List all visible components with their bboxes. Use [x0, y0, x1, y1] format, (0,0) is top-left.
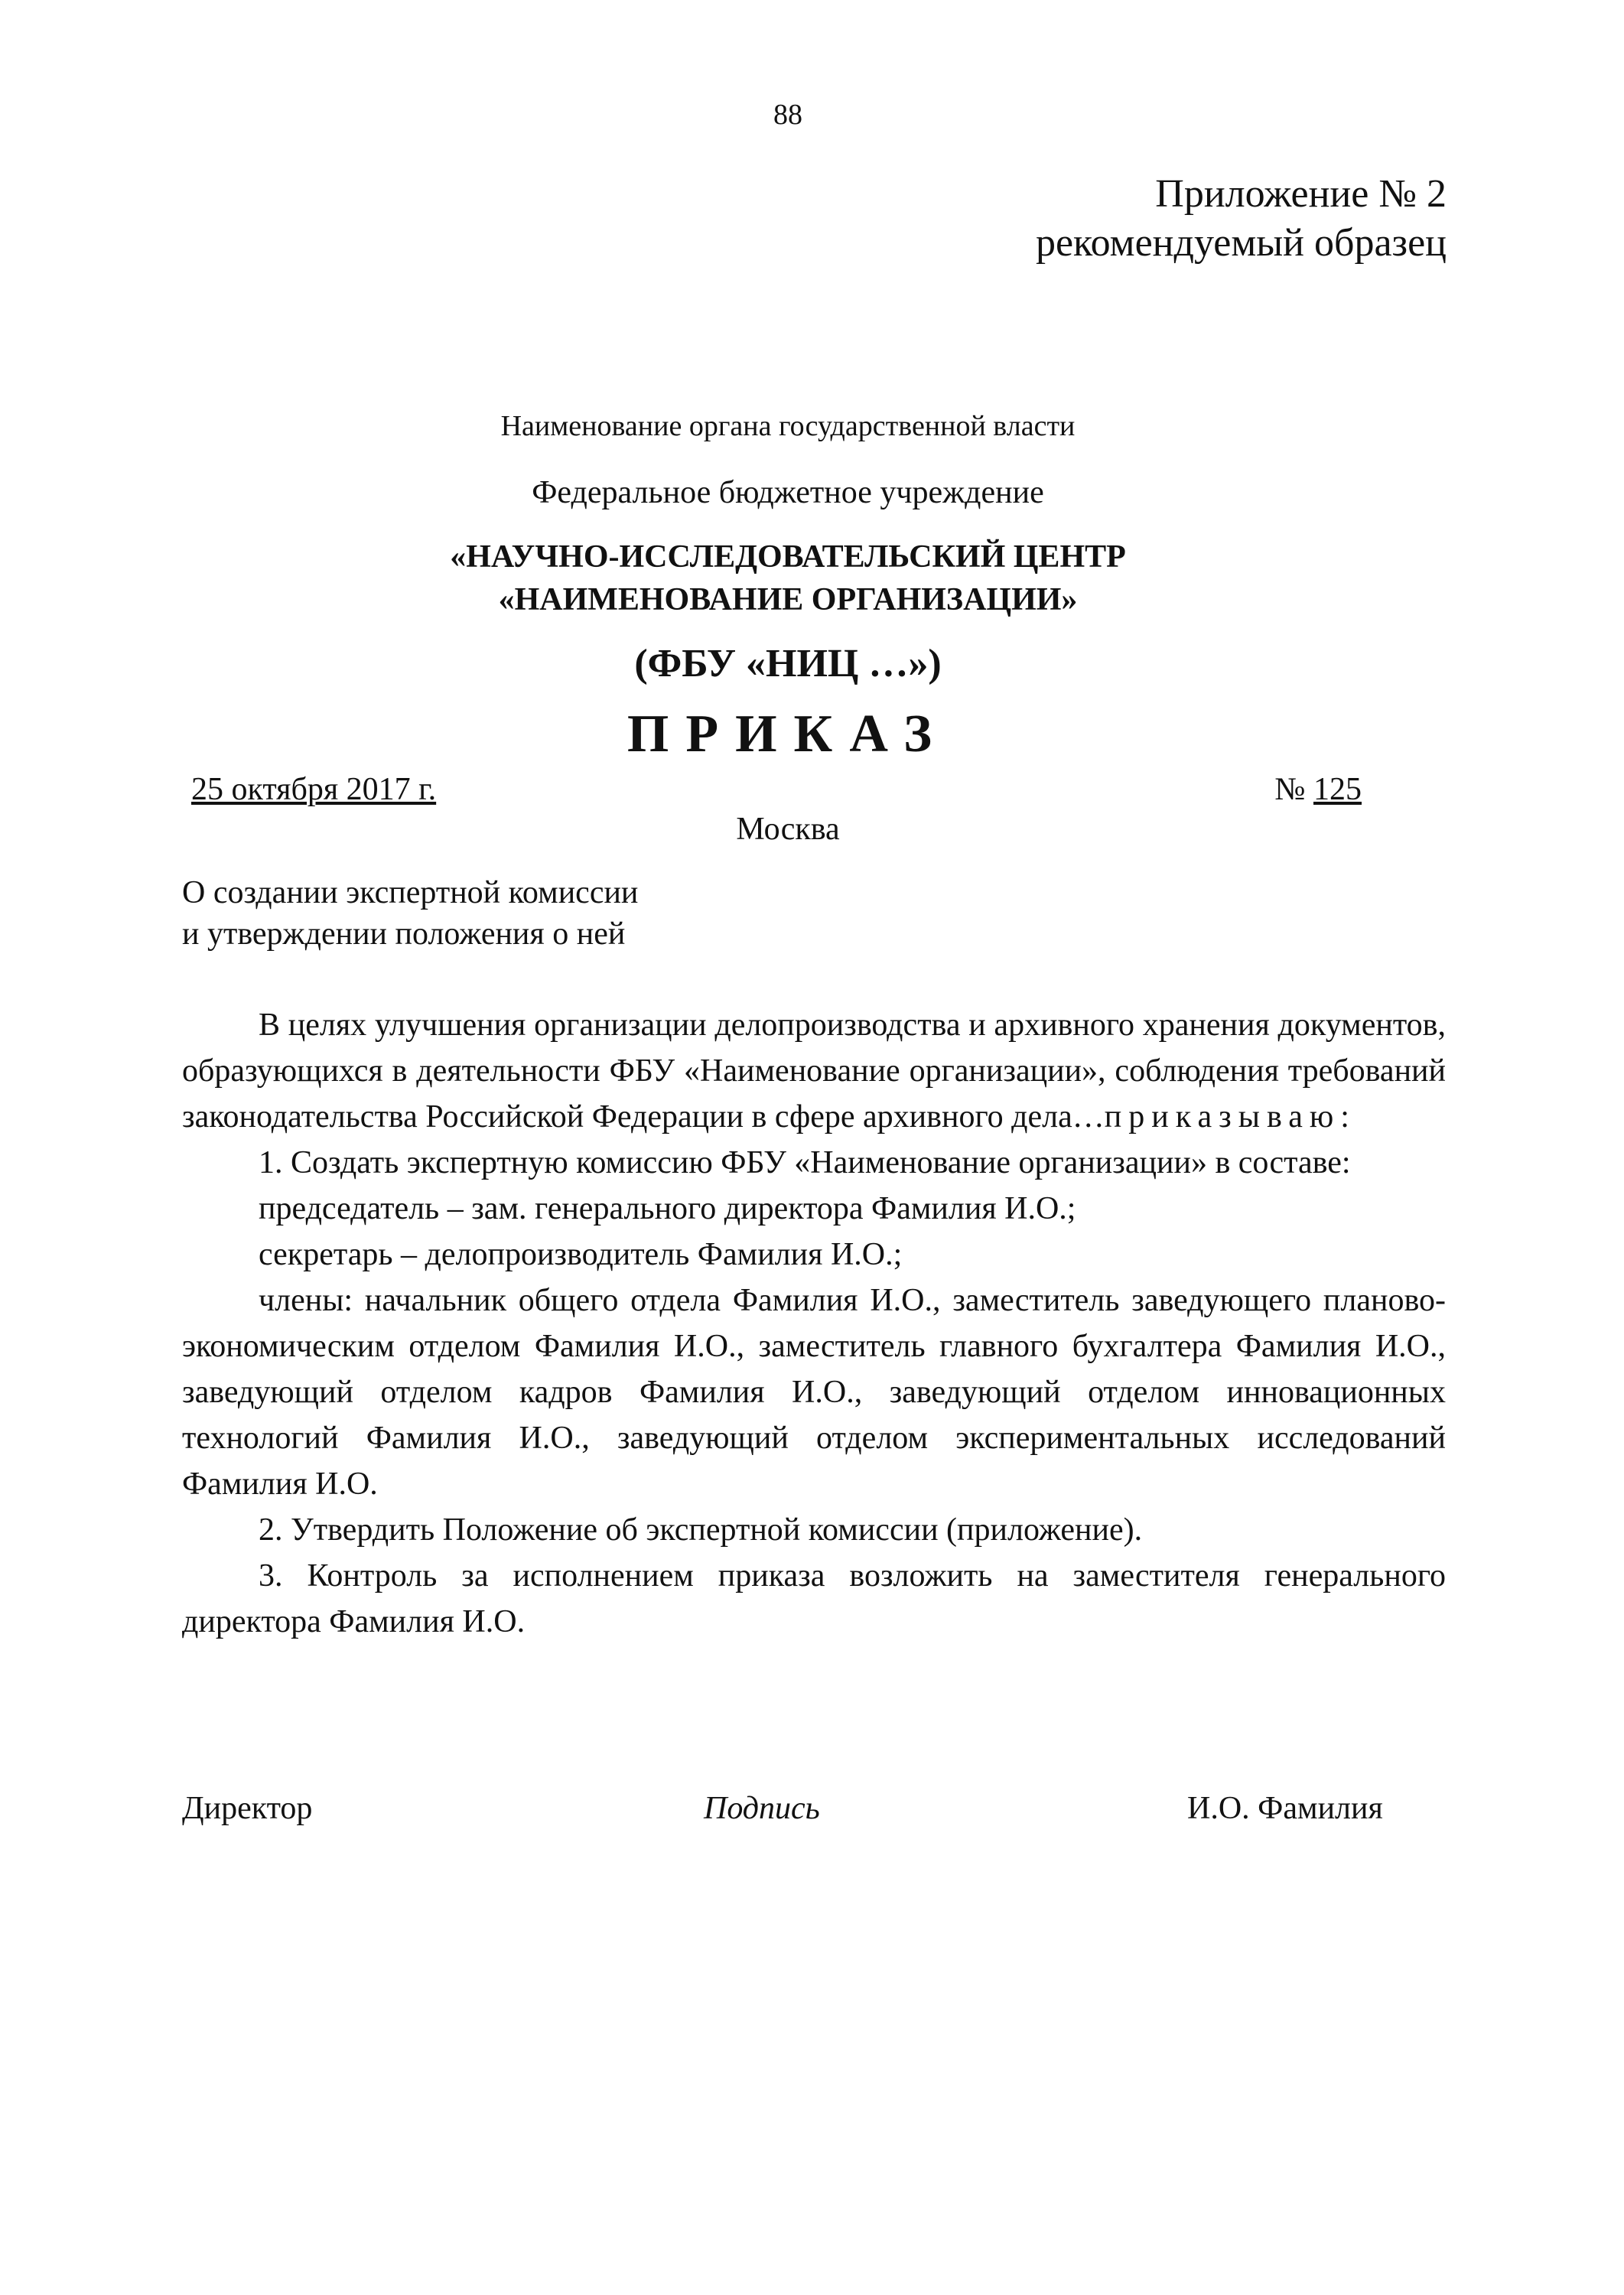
document-subject: [182, 872, 638, 955]
body-intro-command: приказываю:: [1104, 1099, 1356, 1134]
body-chairman: председатель – зам. генерального директора Фамилия И.О.;: [259, 1191, 1076, 1226]
document-body: [182, 1002, 1446, 1645]
document-type-title: ПРИКАЗ: [626, 705, 949, 763]
body-intro: [182, 1002, 1446, 1140]
document-date: 25 октября 2017 г.: [191, 772, 437, 807]
signer-position: Директор: [182, 1791, 313, 1826]
organization-abbreviation: (ФБУ «НИЦ …»): [634, 642, 942, 685]
appendix-sample-label: рекомендуемый образец: [1035, 221, 1447, 265]
body-intro-text: В целях улучшения организации делопроизводства и архивного хранения документов, образующихся в деятельности ФБУ «Наименование организации», соблюдения требований законодательства Российской Федерации в сфере архивного дела…: [182, 1008, 1446, 1134]
signer-name: И.О. Фамилия: [1187, 1791, 1383, 1826]
body-secretary: секретарь – делопроизводитель Фамилия И.О.;: [259, 1237, 903, 1272]
organization-name-line1: «НАУЧНО-ИССЛЕДОВАТЕЛЬСКИЙ ЦЕНТР: [450, 539, 1126, 575]
signature-placeholder: Подпись: [704, 1791, 820, 1826]
document-city: Москва: [736, 812, 840, 847]
body-members: члены: начальник общего отдела Фамилия И.О., заместитель заведующего планово-экономическим отделом Фамилия И.О., заместитель главного бухгалтера Фамилия И.О., заведующий отделом кадров Фамилия И.О., заведующий отделом инновационных технологий Фамилия И.О., заведующий отделом экспериментальных исследований Фамилия И.О.: [182, 1283, 1446, 1502]
organization-name-line2: «НАИМЕНОВАНИЕ ОРГАНИЗАЦИИ»: [498, 582, 1078, 617]
body-item-1: 1. Создать экспертную комиссию ФБУ «Наименование организации» в составе:: [259, 1145, 1351, 1180]
authority-name: Наименование органа государственной власти: [500, 410, 1076, 442]
organization-name: [0, 536, 1576, 621]
subject-line1: О создании экспертной комиссии: [182, 875, 639, 910]
body-item-2: 2. Утвердить Положение об экспертной комиссии (приложение).: [259, 1512, 1143, 1548]
page-number: 88: [773, 99, 802, 131]
organization-type: Федеральное бюджетное учреждение: [532, 475, 1044, 510]
body-item-3: 3. Контроль за исполнением приказа возложить на заместителя генерального директора Фамилия И.О.: [182, 1558, 1446, 1639]
appendix-note: [1036, 170, 1447, 268]
document-number-label: №: [1274, 772, 1306, 807]
appendix-number: Приложение № 2: [1155, 172, 1447, 216]
document-number-value: 125: [1313, 772, 1362, 807]
subject-line2: и утверждении положения о ней: [182, 916, 626, 952]
document-number: [1274, 771, 1362, 808]
